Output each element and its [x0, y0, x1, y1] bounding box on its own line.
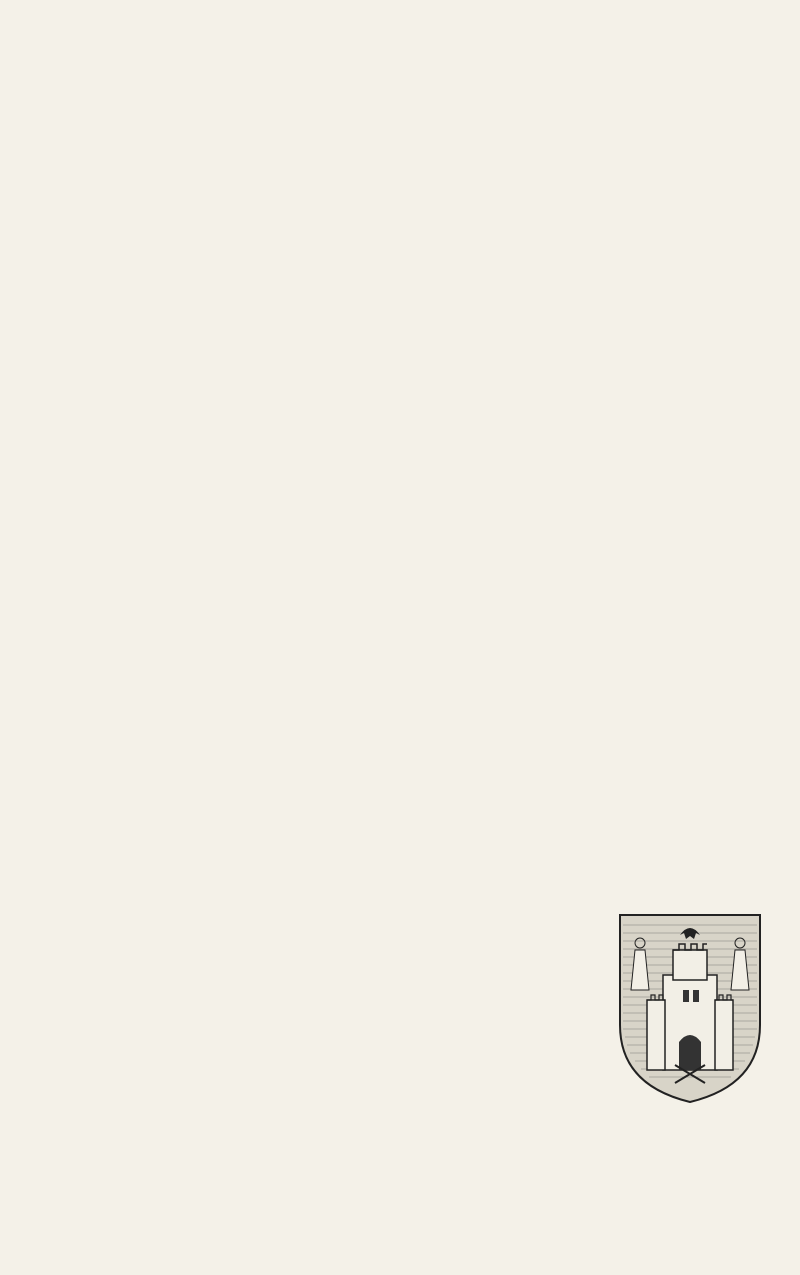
coat-of-arms-icon	[615, 905, 765, 1105]
page-header	[44, 32, 766, 58]
